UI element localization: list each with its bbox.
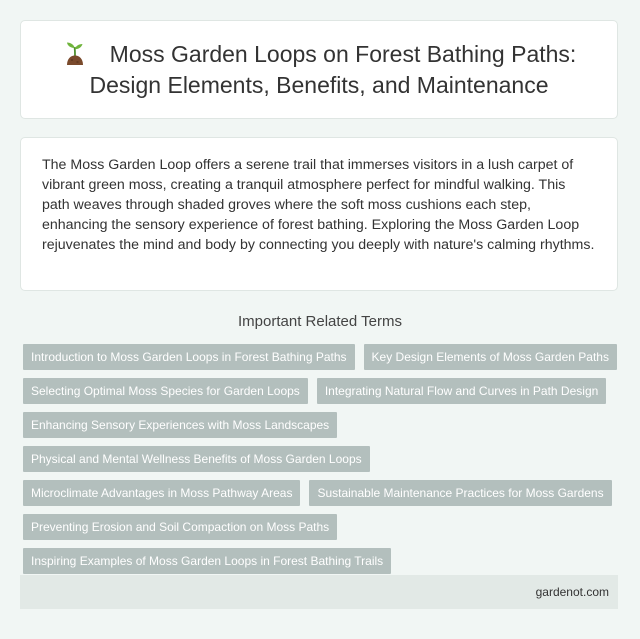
- related-terms-list: [23, 344, 623, 574]
- title-card: [20, 20, 618, 119]
- page-title: [62, 39, 577, 101]
- footer-site-link[interactable]: gardenot.com: [535, 585, 609, 599]
- related-term-tag[interactable]: Integrating Natural Flow and Curves in Path Design: [317, 378, 606, 404]
- related-term-tag[interactable]: Key Design Elements of Moss Garden Paths: [364, 344, 617, 370]
- related-term-tag[interactable]: Sustainable Maintenance Practices for Moss Gardens: [309, 480, 611, 506]
- related-term-tag[interactable]: Selecting Optimal Moss Species for Garden Loops: [23, 378, 308, 404]
- related-term-tag[interactable]: Introduction to Moss Garden Loops in Forest Bathing Paths: [23, 344, 355, 370]
- related-term-tag[interactable]: Preventing Erosion and Soil Compaction on Moss Paths: [23, 514, 337, 540]
- related-term-tag[interactable]: Inspiring Examples of Moss Garden Loops in Forest Bathing Trails: [23, 548, 391, 574]
- footer: [20, 575, 618, 609]
- sprout-icon: [62, 40, 88, 66]
- title-line-1: Moss Garden Loops on Forest Bathing Paths:: [109, 40, 577, 67]
- related-terms-heading: Important Related Terms: [238, 313, 402, 330]
- related-term-tag[interactable]: Physical and Mental Wellness Benefits of Moss Garden Loops: [23, 446, 370, 472]
- description-text: The Moss Garden Loop offers a serene trail that immerses visitors in a lush carpet of vibrant green moss, creating a tranquil atmosphere perfect for mindful walking. This path weaves through shaded groves where the soft moss cushions each step, enhancing the sensory experience of forest bathing. Exploring the Moss Garden Loop rejuvenates the mind and body by connecting you deeply with nature's calming rhythms.: [42, 157, 595, 253]
- related-term-tag[interactable]: Microclimate Advantages in Moss Pathway Areas: [23, 480, 300, 506]
- description-card: [20, 137, 618, 291]
- title-line-2: Design Elements, Benefits, and Maintenance: [89, 71, 549, 98]
- related-term-tag[interactable]: Enhancing Sensory Experiences with Moss Landscapes: [23, 412, 337, 438]
